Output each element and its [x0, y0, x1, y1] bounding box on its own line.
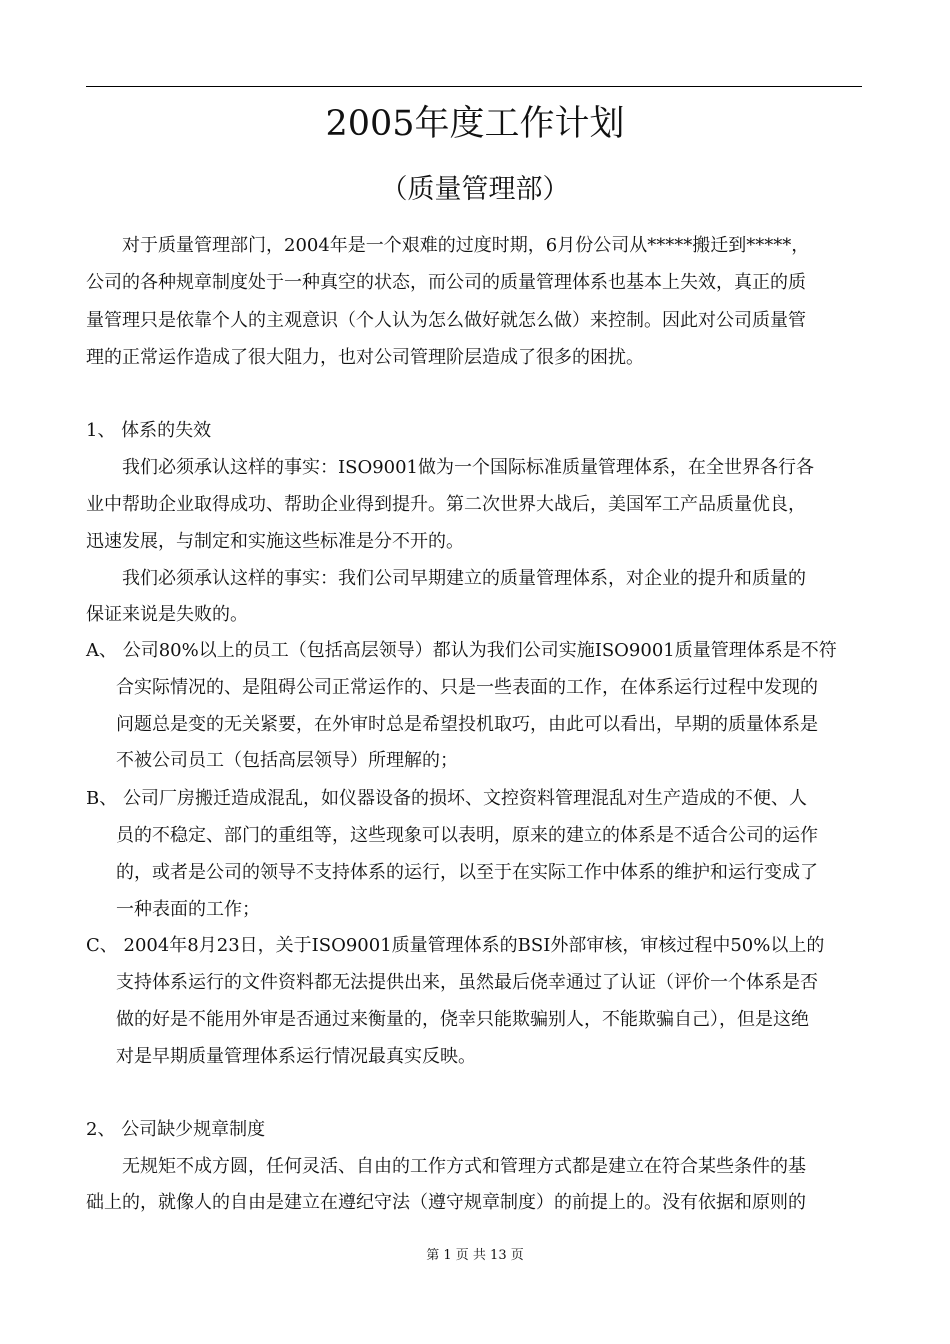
- list-item-a-line: 问题总是变的无关紧要，在外审时总是希望投机取巧，由此可以看出，早期的质量体系是: [116, 714, 818, 735]
- paragraph-line: 业中帮助企业取得成功、帮助企业得到提升。第二次世界大战后，美国军工产品质量优良，: [86, 494, 806, 515]
- list-item-b: B、 公司厂房搬迁造成混乱，如仪器设备的损坏、文控资料管理混乱对生产造成的不便、人: [86, 788, 807, 809]
- list-item-b-line: 的，或者是公司的领导不支持体系的运行，以至于在实际工作中体系的维护和运行变成了: [116, 862, 818, 883]
- header-rule: [86, 86, 862, 87]
- list-item-c-line: 对是早期质量管理体系运行情况最真实反映。: [116, 1046, 476, 1067]
- paragraph-line: 我们必须承认这样的事实：我们公司早期建立的质量管理体系，对企业的提升和质量的: [122, 568, 806, 589]
- paragraph-line: 对于质量管理部门，2004年是一个艰难的过度时期，6月份公司从*****搬迁到*****，: [122, 235, 810, 256]
- document-title: 2005年度工作计划: [325, 104, 625, 144]
- list-item-a-line: 合实际情况的、是阻碍公司正常运作的、只是一些表面的工作，在体系运行过程中发现的: [116, 677, 818, 698]
- list-item-b-line: 员的不稳定、部门的重组等，这些现象可以表明，原来的建立的体系是不适合公司的运作: [116, 825, 818, 846]
- section-heading: 1、 体系的失效: [86, 420, 212, 441]
- list-item-c: C、 2004年8月23日，关于ISO9001质量管理体系的BSI外部审核，审核过程中50%以上的: [86, 935, 825, 956]
- document-subtitle: （质量管理部）: [380, 174, 570, 205]
- paragraph-line: 公司的各种规章制度处于一种真空的状态，而公司的质量管理体系也基本上失效，真正的质: [86, 272, 806, 293]
- page-footer: 第 1 页 共 13 页: [426, 1248, 524, 1263]
- list-item-b-line: 一种表面的工作；: [116, 899, 260, 920]
- paragraph-line: 理的正常运作造成了很大阻力，也对公司管理阶层造成了很多的困扰。: [86, 347, 644, 368]
- paragraph-line: 我们必须承认这样的事实：ISO9001做为一个国际标准质量管理体系，在全世界各行各: [122, 457, 815, 478]
- paragraph-line: 础上的，就像人的自由是建立在遵纪守法（遵守规章制度）的前提上的。没有依据和原则的: [86, 1192, 806, 1213]
- paragraph-line: 迅速发展，与制定和实施这些标准是分不开的。: [86, 531, 464, 552]
- list-item-c-line: 做的好是不能用外审是否通过来衡量的，侥幸只能欺骗别人，不能欺骗自己），但是这绝: [116, 1009, 809, 1030]
- list-item-c-line: 支持体系运行的文件资料都无法提供出来，虽然最后侥幸通过了认证（评价一个体系是否: [116, 972, 818, 993]
- list-item-a-line: 不被公司员工（包括高层领导）所理解的；: [116, 750, 458, 771]
- section-heading: 2、 公司缺少规章制度: [86, 1119, 266, 1140]
- list-item-a: A、 公司80%以上的员工（包括高层领导）都认为我们公司实施ISO9001质量管理体系是不符: [86, 640, 837, 661]
- paragraph-line: 保证来说是失败的。: [86, 604, 248, 625]
- paragraph-line: 无规矩不成方圆，任何灵活、自由的工作方式和管理方式都是建立在符合某些条件的基: [122, 1156, 806, 1177]
- paragraph-line: 量管理只是依靠个人的主观意识（个人认为怎么做好就怎么做）来控制。因此对公司质量管: [86, 310, 806, 331]
